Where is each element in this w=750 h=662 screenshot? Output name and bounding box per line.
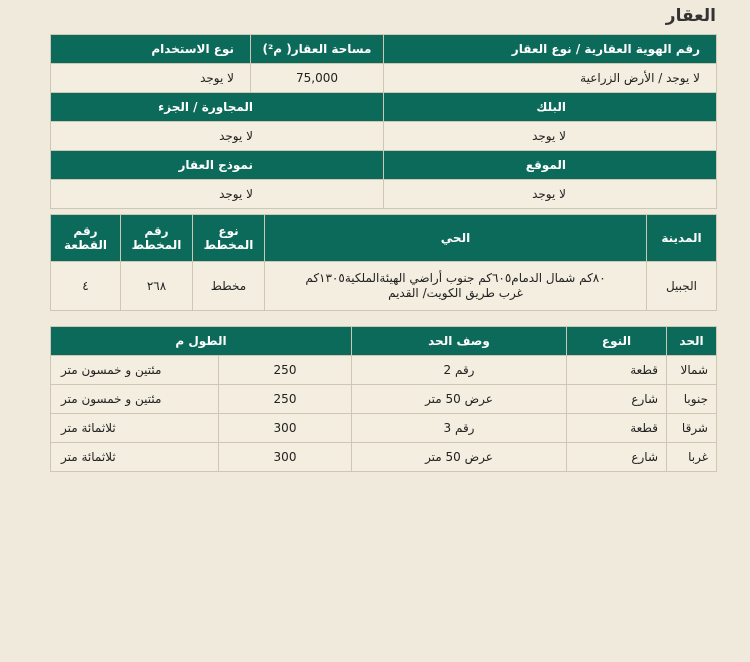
plan-type-header: نوع المخطط: [193, 215, 265, 262]
side-cell: غربا: [667, 443, 717, 472]
type-cell: شارع: [567, 443, 667, 472]
location-value: لا يوجد: [384, 180, 717, 209]
city-header: المدينة: [647, 215, 717, 262]
block-value: لا يوجد: [384, 122, 717, 151]
parcel-number-value: ٤: [51, 262, 121, 311]
length-cell: 250: [219, 385, 352, 414]
district-value: ٨٠كم شمال الدمام٦٠٥كم جنوب أراضي الهيئةالملكية١٣٠٥كم غرب طريق الكويت/ القديم: [265, 262, 647, 311]
type-header: النوع: [567, 327, 667, 356]
table-row: [51, 385, 717, 414]
usage-header: نوع الاستخدام: [51, 35, 251, 64]
model-value: لا يوجد: [51, 180, 384, 209]
length-cell: 250: [219, 356, 352, 385]
desc-header: وصف الحد: [352, 327, 567, 356]
id-type-header: رقم الهوية العقارية / نوع العقار: [384, 35, 717, 64]
desc-cell: عرض 50 متر: [352, 443, 567, 472]
boundaries-table: [50, 326, 717, 472]
usage-value: لا يوجد: [51, 64, 251, 93]
id-type-value: لا يوجد / الأرض الزراعية: [384, 64, 717, 93]
neighbor-value: لا يوجد: [51, 122, 384, 151]
type-cell: قطعة: [567, 356, 667, 385]
area-value: 75,000: [251, 64, 384, 93]
side-cell: شمالا: [667, 356, 717, 385]
type-cell: قطعة: [567, 414, 667, 443]
length-cell: 300: [219, 443, 352, 472]
type-cell: شارع: [567, 385, 667, 414]
block-header: البلك: [384, 93, 717, 122]
plan-number-header: رقم المخطط: [121, 215, 193, 262]
plan-type-value: مخطط: [193, 262, 265, 311]
table-row: [51, 356, 717, 385]
neighbor-header: المجاورة / الجزء: [51, 93, 384, 122]
length-text-cell: ثلاثمائة متر: [51, 443, 219, 472]
plan-table: [50, 214, 717, 311]
length-text-cell: مئتين و خمسون متر: [51, 385, 219, 414]
city-value: الجبيل: [647, 262, 717, 311]
area-header: مساحة العقار( م²): [251, 35, 384, 64]
side-header: الحد: [667, 327, 717, 356]
table-row: [51, 443, 717, 472]
length-text-cell: مئتين و خمسون متر: [51, 356, 219, 385]
desc-cell: رقم 2: [352, 356, 567, 385]
table-row: [51, 414, 717, 443]
length-header: الطول م: [51, 327, 352, 356]
desc-cell: عرض 50 متر: [352, 385, 567, 414]
property-table: [50, 34, 717, 209]
parcel-number-header: رقم القطعة: [51, 215, 121, 262]
page-title: العقار: [665, 6, 716, 26]
side-cell: شرقا: [667, 414, 717, 443]
district-header: الحي: [265, 215, 647, 262]
desc-cell: رقم 3: [352, 414, 567, 443]
length-cell: 300: [219, 414, 352, 443]
plan-number-value: ٢٦٨: [121, 262, 193, 311]
location-header: الموقع: [384, 151, 717, 180]
model-header: نموذج العقار: [51, 151, 384, 180]
side-cell: جنوبا: [667, 385, 717, 414]
length-text-cell: ثلاثمائة متر: [51, 414, 219, 443]
